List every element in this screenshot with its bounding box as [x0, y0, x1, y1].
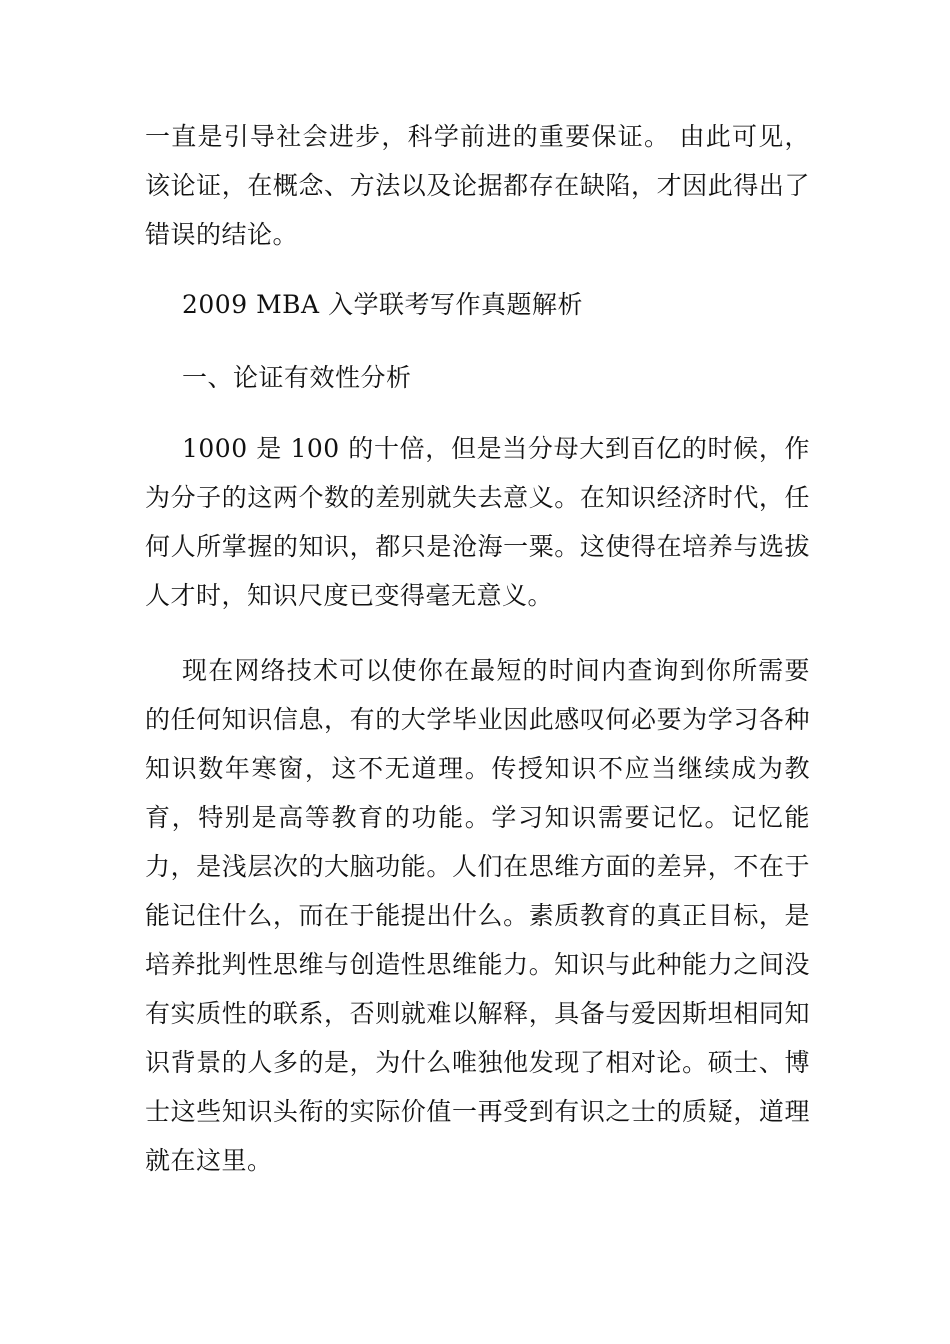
body-paragraph: 1000 是 100 的十倍，但是当分母大到百亿的时候，作为分子的这两个数的差别就失去意义。在知识经济时代，任何人所掌握的知识，都只是沧海一粟。这使得在培养与选拔人才时，知识尺度已变得毫无意义。 — [145, 434, 810, 610]
section-title: 2009 MBA 入学联考写作真题解析 — [182, 290, 584, 319]
continuation-paragraph: 一直是引导社会进步，科学前进的重要保证。 由此可见，该论证，在概念、方法以及论据都存在缺陷，才因此得出了错误的结论。 — [145, 122, 810, 249]
subsection-title: 一、论证有效性分析 — [182, 363, 412, 392]
body-paragraph: 现在网络技术可以使你在最短的时间内查询到你所需要的任何知识信息，有的大学毕业因此感叹何必要为学习各种知识数年寒窗，这不无道理。传授知识不应当继续成为教育，特别是高等教育的功能。学习知识需要记忆。记忆能力，是浅层次的大脑功能。人们在思维方面的差异，不在于能记住什么，而在于能提出什么。素质教育的真正目标，是培养批判性思维与创造性思维能力。知识与此种能力之间没有实质性的联系，否则就难以解释，具备与爱因斯坦相同知识背景的人多的是，为什么唯独他发现了相对论。硕士、博士这些知识头衔的实际价值一再受到有识之士的质疑，道理就在这里。 — [145, 656, 810, 1175]
